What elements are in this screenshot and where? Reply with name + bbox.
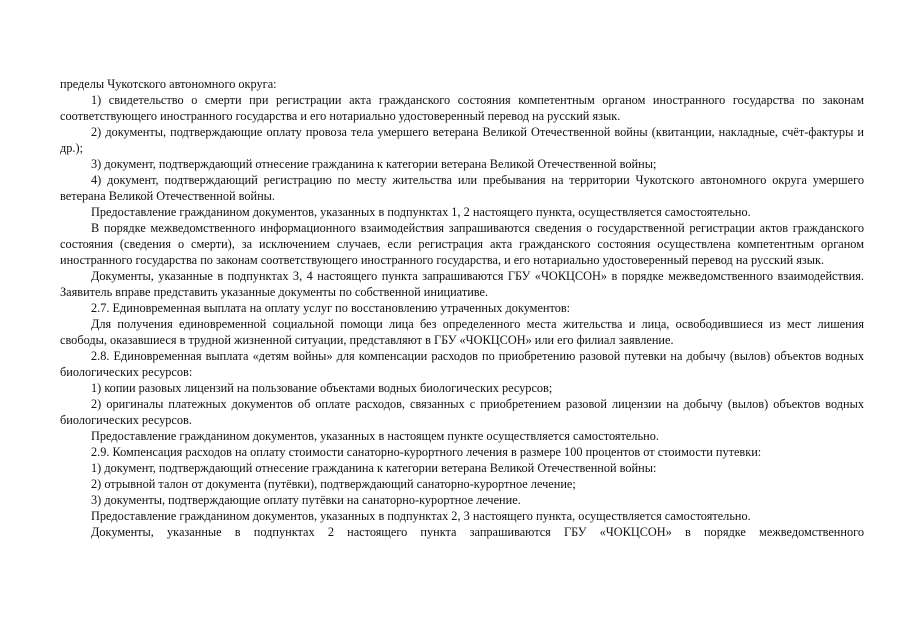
paragraph: пределы Чукотского автономного округа: xyxy=(60,77,277,91)
paragraph: Предоставление гражданином документов, указанных в подпунктах 2, 3 настоящего пункта, осуществляется самостоятельно. xyxy=(91,509,751,523)
paragraph: 1) копии разовых лицензий на пользование объектами водных биологических ресурсов; xyxy=(91,381,553,395)
paragraph: Предоставление гражданином документов, указанных в настоящем пункте осуществляется самостоятельно. xyxy=(91,429,659,443)
paragraph: 2) оригиналы платежных документов об оплате расходов, связанных с приобретением разовой лицензии на добычу (вылов) объектов водных биологических ресурсов. xyxy=(60,397,864,427)
paragraph: Предоставление гражданином документов, указанных в подпунктах 1, 2 настоящего пункта, осуществляется самостоятельно. xyxy=(91,205,751,219)
paragraph: Для получения единовременной социальной помощи лица без определенного места жительства и лица, освободившиеся из мест лишения свободы, оказавшиеся в трудной жизненной ситуации, представляют в ГБУ «ЧОКЦСОН» или его филиал заявление. xyxy=(60,317,864,347)
paragraph: Документы, указанные в подпунктах 3, 4 настоящего пункта запрашиваются ГБУ «ЧОКЦСОН» в порядке межведомственного взаимодействия. Заявитель вправе представить указанные документы по собственной инициативе. xyxy=(60,269,864,299)
section-heading: 2.7. Единовременная выплата на оплату услуг по восстановлению утраченных документов: xyxy=(91,301,571,315)
paragraph: 1) документ, подтверждающий отнесение гражданина к категории ветерана Великой Отечественной войны: xyxy=(91,461,657,475)
paragraph: 4) документ, подтверждающий регистрацию по месту жительства или пребывания на территории Чукотского автономного округа умершего ветерана Великой Отечественной войны. xyxy=(60,173,864,203)
paragraph: 2) отрывной талон от документа (путёвки), подтверждающий санаторно-курортное лечение; xyxy=(91,477,576,491)
paragraph: Документы, указанные в подпунктах 2 настоящего пункта запрашиваются ГБУ «ЧОКЦСОН» в порядке межведомственного xyxy=(91,525,864,539)
paragraph: 3) документ, подтверждающий отнесение гражданина к категории ветерана Великой Отечественной войны; xyxy=(91,157,657,171)
paragraph: 2) документы, подтверждающие оплату провоза тела умершего ветерана Великой Отечественной войны (квитанции, накладные, счёт-фактуры и др.); xyxy=(60,125,864,155)
section-heading: 2.8. Единовременная выплата «детям войны» для компенсации расходов по приобретению разовой путевки на добычу (вылов) объектов водных биологических ресурсов: xyxy=(60,349,864,379)
document-page xyxy=(60,76,864,540)
paragraph: 1) свидетельство о смерти при регистрации акта гражданского состояния компетентным органом иностранного государства по законам соответствующего иностранного государства и его нотариально удостоверенный перевод на русский язык. xyxy=(60,93,864,123)
section-heading: 2.9. Компенсация расходов на оплату стоимости санаторно-курортного лечения в размере 100 процентов от стоимости путевки: xyxy=(91,445,762,459)
paragraph: 3) документы, подтверждающие оплату путёвки на санаторно-курортное лечение. xyxy=(91,493,521,507)
paragraph: В порядке межведомственного информационного взаимодействия запрашиваются сведения о государственной регистрации актов гражданского состояния (сведения о смерти), за исключением случаев, если регистрация акта гражданского состояния осуществлена компетентным органом иностранного государства по законам соответствующего иностранного государства, и его нотариально удостоверенный перевод на русский язык. xyxy=(60,221,864,267)
